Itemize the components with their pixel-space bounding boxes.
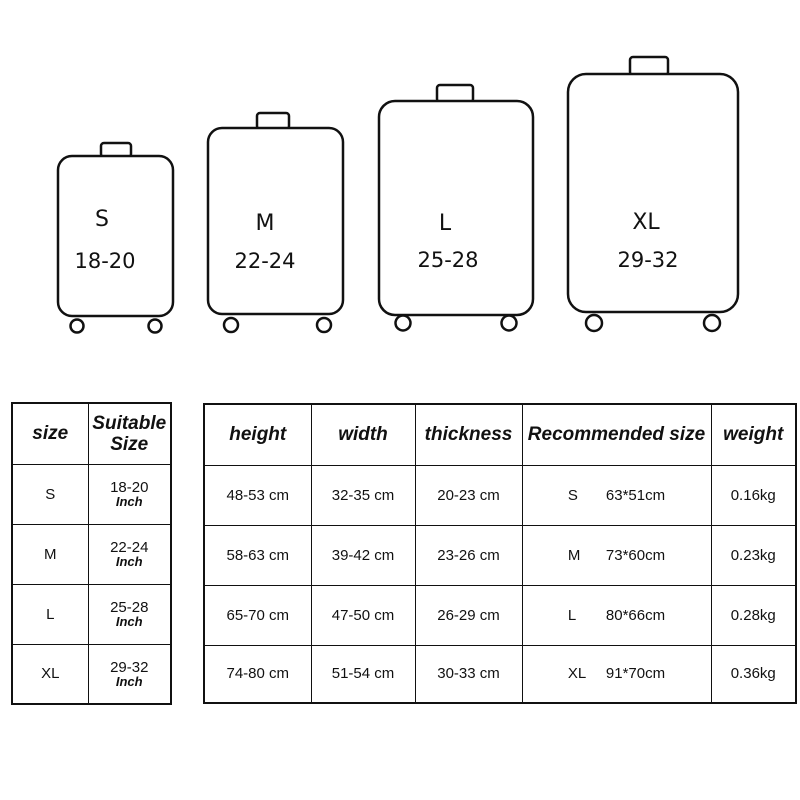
range-value: 18-20: [110, 479, 149, 496]
suitcase-l-icon: [379, 85, 533, 331]
width-cell: 51-54 cm: [311, 645, 415, 703]
unit-label: Inch: [115, 614, 143, 629]
width-cell: 47-50 cm: [311, 585, 415, 645]
thickness-cell: 30-33 cm: [415, 645, 522, 703]
unit-label: Inch: [115, 554, 143, 569]
table-row: [12, 464, 171, 524]
suitcase-m-range-label: 22-24: [234, 249, 296, 273]
weight-cell: 0.23kg: [711, 525, 796, 585]
suitcase-s-size-label: S: [95, 207, 109, 232]
suitcase-xl-size-label: XL: [632, 210, 660, 235]
header-height: height: [204, 404, 311, 465]
suitable-size-table: [11, 402, 172, 705]
weight-cell: 0.36kg: [711, 645, 796, 703]
header-thickness: thickness: [415, 404, 522, 465]
range-value: 22-24: [110, 539, 149, 556]
height-cell: 65-70 cm: [204, 585, 311, 645]
range-cell: [88, 584, 171, 644]
recommended-size-cell: [522, 645, 711, 703]
width-cell: 32-35 cm: [311, 465, 415, 525]
header-weight: weight: [711, 404, 796, 465]
suitcase-xl-range-label: 29-32: [617, 248, 679, 272]
thickness-cell: 23-26 cm: [415, 525, 522, 585]
weight-cell: 0.28kg: [711, 585, 796, 645]
rec-size-code: XL: [567, 665, 587, 683]
table-row: [12, 524, 171, 584]
header-size: size: [12, 403, 88, 464]
suitcase-l-size-label: L: [438, 211, 452, 236]
rec-size-dims: 91*70cm: [605, 665, 666, 683]
suitcase-xl-icon: [568, 57, 738, 331]
header-width: width: [311, 404, 415, 465]
rec-size-dims: 63*51cm: [605, 486, 666, 504]
dimensions-table: [203, 403, 797, 704]
range-cell: [88, 464, 171, 524]
header-recommended-size: Recommended size: [522, 404, 711, 465]
recommended-size-cell: [522, 525, 711, 585]
recommended-size-cell: [522, 465, 711, 525]
suitcase-m-size-label: M: [255, 211, 275, 236]
table-row: [204, 585, 796, 645]
luggage-illustration: [0, 0, 800, 380]
size-cell: L: [12, 584, 88, 644]
size-cell: M: [12, 524, 88, 584]
width-cell: 39-42 cm: [311, 525, 415, 585]
rec-size-code: M: [567, 546, 581, 564]
weight-cell: 0.16kg: [711, 465, 796, 525]
suitcase-l-range-label: 25-28: [417, 248, 479, 272]
unit-label: Inch: [115, 494, 143, 509]
rec-size-dims: 73*60cm: [605, 546, 666, 564]
rec-size-code: L: [567, 606, 577, 624]
rec-size-dims: 80*66cm: [605, 606, 666, 624]
header-suitable-size: Suitable Size: [88, 403, 171, 464]
unit-label: Inch: [115, 673, 143, 689]
thickness-cell: 20-23 cm: [415, 465, 522, 525]
suitcase-m-icon: [208, 113, 343, 332]
table-row: [204, 525, 796, 585]
size-cell: S: [12, 464, 88, 524]
table-header-row: [204, 404, 796, 465]
recommended-size-cell: [522, 585, 711, 645]
table-row: [12, 584, 171, 644]
height-cell: 74-80 cm: [204, 645, 311, 703]
table-row: [204, 645, 796, 703]
suitcase-s-range-label: 18-20: [74, 249, 136, 273]
thickness-cell: 26-29 cm: [415, 585, 522, 645]
table-row: [12, 644, 171, 704]
rec-size-code: S: [567, 486, 578, 504]
range-value: 29-32: [110, 658, 149, 676]
range-cell: [88, 644, 171, 704]
height-cell: 48-53 cm: [204, 465, 311, 525]
range-cell: [88, 524, 171, 584]
range-value: 25-28: [110, 599, 149, 616]
size-cell: XL: [12, 644, 88, 704]
height-cell: 58-63 cm: [204, 525, 311, 585]
suitcase-s-icon: [58, 143, 173, 333]
table-row: [204, 465, 796, 525]
table-header-row: [12, 403, 171, 464]
